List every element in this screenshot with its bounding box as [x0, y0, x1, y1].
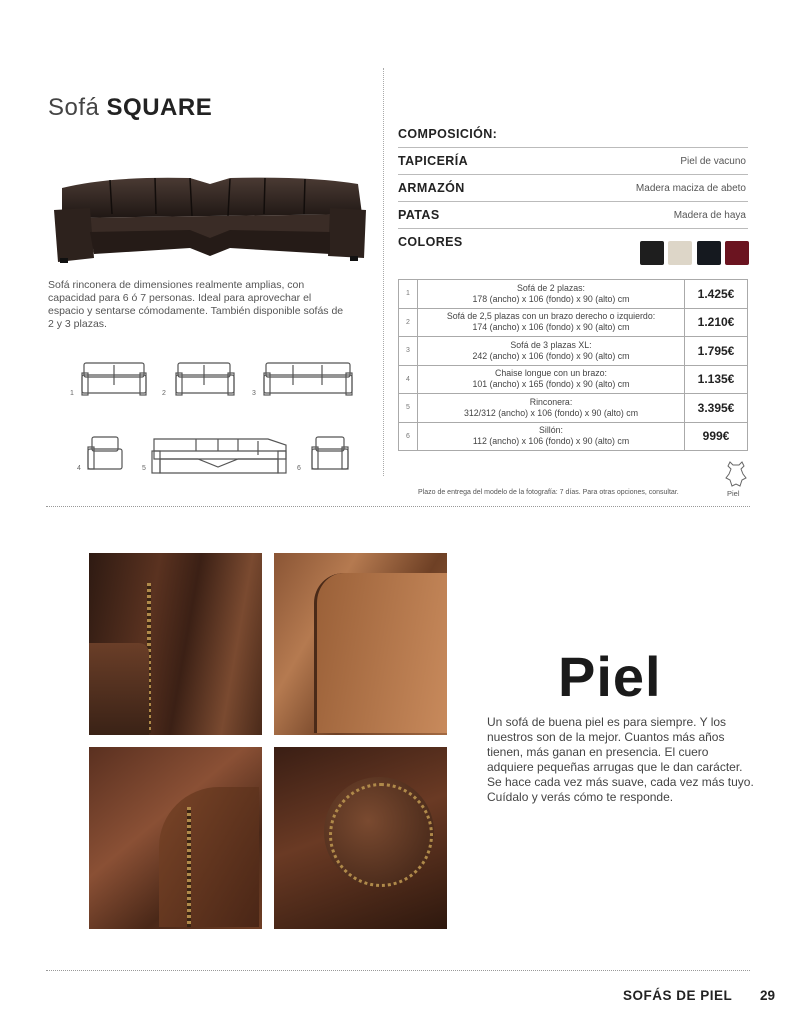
page-title — [48, 94, 212, 122]
price-value: 1.135€ — [685, 365, 748, 394]
title-prefix: Sofá — [48, 94, 100, 121]
product-description: Sofá rinconera de dimensiones realmente amplias, con capacidad para 6 ó 7 personas. Ideal para aprovechar el espacio y sentarse cómodamente. También disponible sofás de 2 y 3 plazas. — [48, 279, 344, 330]
spec-label: ARMAZÓN — [398, 181, 465, 195]
price-row-number: 2 — [399, 308, 418, 337]
item-name: Sofá de 3 plazas XL: — [510, 339, 592, 350]
spec-label: TAPICERÍA — [398, 154, 469, 168]
section-heading: Piel — [558, 645, 662, 708]
page-number: 29 — [760, 988, 776, 1003]
price-row-number: 6 — [399, 422, 418, 451]
footer-section-title: SOFÁS DE PIEL — [623, 988, 733, 1003]
spec-value: Madera de haya — [673, 210, 746, 221]
diagram-corner-sofa — [152, 439, 286, 473]
delivery-note: Plazo de entrega del modelo de la fotografía: 7 días. Para otras opciones, consultar. — [418, 489, 679, 496]
price-value: 3.395€ — [685, 394, 748, 423]
footer-divider — [46, 970, 750, 971]
diagram-number: 1 — [70, 390, 74, 397]
diagram-2-seat-sofa — [82, 363, 146, 395]
diagram-number: 4 — [77, 465, 81, 472]
leather-detail-photo-4 — [274, 747, 447, 929]
price-row-description — [418, 394, 685, 423]
item-name: Sillón: — [539, 425, 563, 436]
leather-detail-photo-2 — [274, 553, 447, 735]
item-dimensions: 101 (ancho) x 165 (fondo) x 90 (alto) cm — [472, 379, 630, 390]
price-row — [399, 337, 748, 366]
item-dimensions: 242 (ancho) x 106 (fondo) x 90 (alto) cm — [472, 350, 630, 361]
item-dimensions: 174 (ancho) x 106 (fondo) x 90 (alto) cm — [472, 322, 630, 333]
section-body-text: Un sofá de buena piel es para siempre. Y los nuestros son de la mejor. Cuantos más años tienen, más ganan en presencia. El cuero adquiere pequeñas arrugas que le dan carácter. Se hace cada vez más suave, cada vez más tuyo. Cuídalo y verás cómo te responde. — [487, 715, 754, 804]
color-swatch-burgundy — [725, 241, 749, 265]
item-dimensions: 178 (ancho) x 106 (fondo) x 90 (alto) cm — [472, 293, 630, 304]
leather-detail-photo-3 — [89, 747, 262, 929]
title-name: SQUARE — [106, 94, 213, 121]
item-name: Sofá de 2 plazas: — [517, 282, 585, 293]
diagram-chaise-longue — [88, 437, 122, 469]
sofa-configuration-diagrams — [78, 355, 358, 480]
item-name: Sofá de 2,5 plazas con un brazo derecho o izquierdo: — [446, 311, 656, 322]
diagram-number: 2 — [162, 390, 166, 397]
item-dimensions: 312/312 (ancho) x 106 (fondo) x 90 (alto) cm — [463, 407, 639, 418]
price-row-number: 3 — [399, 337, 418, 366]
price-row — [399, 394, 748, 423]
spec-row-upholstery — [398, 148, 748, 175]
price-value: 999€ — [685, 422, 748, 451]
price-row-number: 4 — [399, 365, 418, 394]
sofa-product-photo — [50, 170, 370, 266]
colors-label: COLORES — [398, 235, 463, 249]
price-row-number: 1 — [399, 280, 418, 309]
color-swatch-black — [640, 241, 664, 265]
price-row-description — [418, 308, 685, 337]
color-swatch-dark-navy — [697, 241, 721, 265]
price-row-description — [418, 280, 685, 309]
spec-label: PATAS — [398, 208, 440, 222]
diagram-number: 6 — [297, 465, 301, 472]
item-dimensions: 112 (ancho) x 106 (fondo) x 90 (alto) cm — [472, 436, 630, 447]
color-swatch-cream — [668, 241, 692, 265]
spec-row-frame — [398, 175, 748, 202]
leather-hide-icon — [724, 460, 748, 488]
section-divider — [46, 506, 750, 507]
diagram-number: 3 — [252, 390, 256, 397]
column-divider — [383, 68, 384, 476]
composition-heading-row — [398, 121, 748, 148]
item-name: Rinconera: — [529, 396, 573, 407]
leather-icon-label: Piel — [727, 489, 740, 498]
diagram-2-5-seat-sofa — [176, 363, 234, 395]
spec-value: Madera maciza de abeto — [635, 183, 746, 194]
price-table — [398, 279, 748, 451]
price-row — [399, 365, 748, 394]
price-value: 1.425€ — [685, 280, 748, 309]
item-name: Chaise longue con un brazo: — [495, 368, 607, 379]
price-row-description — [418, 422, 685, 451]
price-row — [399, 280, 748, 309]
composition-heading: COMPOSICIÓN: — [398, 127, 498, 141]
spec-value: Piel de vacuno — [680, 156, 746, 167]
price-row — [399, 308, 748, 337]
price-row-description — [418, 337, 685, 366]
diagram-number: 5 — [142, 465, 146, 472]
price-row-description — [418, 365, 685, 394]
price-row — [399, 422, 748, 451]
spec-row-legs — [398, 202, 748, 229]
price-value: 1.210€ — [685, 308, 748, 337]
leather-detail-photo-1 — [89, 553, 262, 735]
diagram-armchair — [312, 437, 348, 469]
diagram-3-seat-sofa — [264, 363, 352, 395]
price-value: 1.795€ — [685, 337, 748, 366]
price-row-number: 5 — [399, 394, 418, 423]
